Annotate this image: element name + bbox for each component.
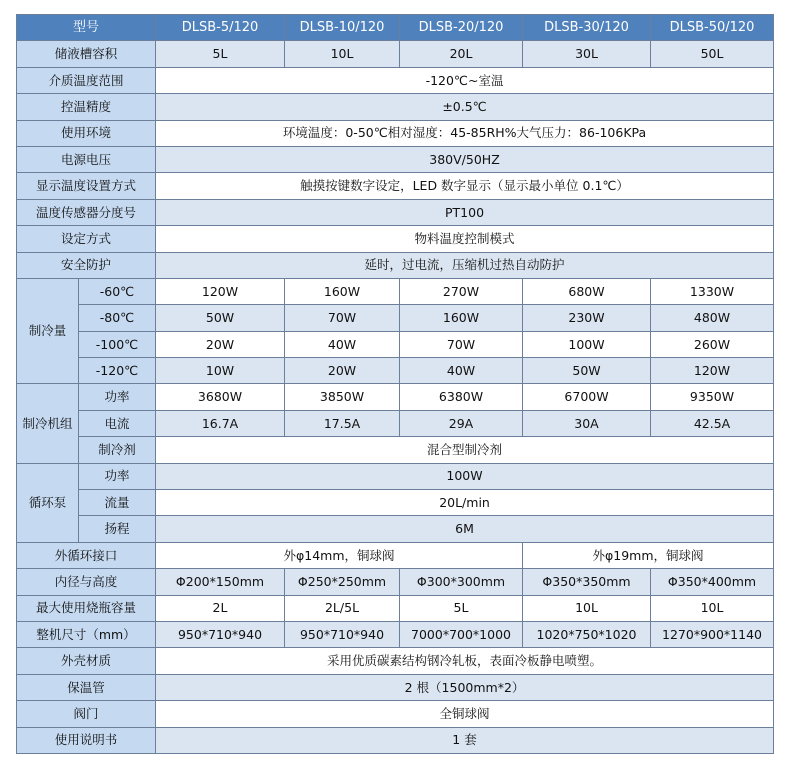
insulation-label: 保温管 — [17, 674, 156, 700]
pump-flow-label: 流量 — [79, 490, 156, 516]
cooling-value: 20W — [156, 331, 285, 357]
pump-head-value: 6M — [156, 516, 774, 542]
size-value: 7000*700*1000 — [400, 621, 523, 647]
pump-head-label: 扬程 — [79, 516, 156, 542]
safety-row — [17, 252, 774, 278]
pump-flow-value: 20L/min — [156, 490, 774, 516]
valve-value: 全铜球阀 — [156, 701, 774, 727]
tank-value: 30L — [523, 41, 651, 67]
cooling-value: 160W — [285, 278, 400, 304]
pump-power-row — [17, 463, 774, 489]
cooling-temp: -80℃ — [79, 305, 156, 331]
flask-label: 最大使用烧瓶容量 — [17, 595, 156, 621]
model-name: DLSB-20/120 — [400, 15, 523, 41]
shell-label: 外壳材质 — [17, 648, 156, 674]
tank-row — [17, 41, 774, 67]
display-value: 触摸按键数字设定，LED 数字显示（显示最小单位 0.1℃） — [156, 173, 774, 199]
manual-label: 使用说明书 — [17, 727, 156, 753]
unit-current-row — [17, 410, 774, 436]
cooling-row — [17, 305, 774, 331]
unit-power-value: 6380W — [400, 384, 523, 410]
size-value: 950*710*940 — [156, 621, 285, 647]
temp-range-value: -120℃~室温 — [156, 67, 774, 93]
interface-value-small: 外φ14mm，铜球阀 — [156, 542, 523, 568]
cooling-value: 270W — [400, 278, 523, 304]
unit-power-value: 3850W — [285, 384, 400, 410]
cooling-value: 120W — [651, 358, 774, 384]
cooling-value: 480W — [651, 305, 774, 331]
header-label: 型号 — [17, 15, 156, 41]
dimension-value: Φ300*300mm — [400, 569, 523, 595]
spec-table — [16, 14, 774, 754]
cooling-value: 10W — [156, 358, 285, 384]
model-name: DLSB-10/120 — [285, 15, 400, 41]
unit-current-value: 42.5A — [651, 410, 774, 436]
pump-label: 循环泵 — [17, 463, 79, 542]
power-supply-label: 电源电压 — [17, 146, 156, 172]
unit-current-value: 29A — [400, 410, 523, 436]
pump-head-row — [17, 516, 774, 542]
safety-value: 延时，过电流，压缩机过热自动防护 — [156, 252, 774, 278]
tank-value: 5L — [156, 41, 285, 67]
cooling-value: 230W — [523, 305, 651, 331]
temp-range-row — [17, 67, 774, 93]
precision-row — [17, 94, 774, 120]
insulation-row — [17, 674, 774, 700]
shell-value: 采用优质碳素结构钢冷轧板，表面冷板静电喷塑。 — [156, 648, 774, 674]
manual-row — [17, 727, 774, 753]
pump-power-label: 功率 — [79, 463, 156, 489]
dimension-value: Φ350*350mm — [523, 569, 651, 595]
cooling-value: 680W — [523, 278, 651, 304]
precision-value: ±0.5℃ — [156, 94, 774, 120]
size-value: 1020*750*1020 — [523, 621, 651, 647]
manual-value: 1 套 — [156, 727, 774, 753]
size-label: 整机尺寸（mm） — [17, 621, 156, 647]
size-row — [17, 621, 774, 647]
cooling-temp: -100℃ — [79, 331, 156, 357]
safety-label: 安全防护 — [17, 252, 156, 278]
tank-value: 20L — [400, 41, 523, 67]
cooling-value: 120W — [156, 278, 285, 304]
cooling-value: 50W — [156, 305, 285, 331]
unit-refrigerant-row — [17, 437, 774, 463]
interface-label: 外循环接口 — [17, 542, 156, 568]
dimension-value: Φ350*400mm — [651, 569, 774, 595]
cooling-row — [17, 358, 774, 384]
environment-row — [17, 120, 774, 146]
interface-value-large: 外φ19mm，铜球阀 — [523, 542, 774, 568]
flask-row — [17, 595, 774, 621]
cooling-value: 1330W — [651, 278, 774, 304]
cooling-temp: -120℃ — [79, 358, 156, 384]
environment-label: 使用环境 — [17, 120, 156, 146]
cooling-value: 20W — [285, 358, 400, 384]
temp-range-label: 介质温度范围 — [17, 67, 156, 93]
interface-row — [17, 542, 774, 568]
dimension-row — [17, 569, 774, 595]
flask-value: 2L — [156, 595, 285, 621]
dimension-label: 内径与高度 — [17, 569, 156, 595]
power-supply-row — [17, 146, 774, 172]
header-row — [17, 15, 774, 41]
display-label: 显示温度设置方式 — [17, 173, 156, 199]
cooling-row — [17, 278, 774, 304]
tank-value: 50L — [651, 41, 774, 67]
cooling-value: 100W — [523, 331, 651, 357]
unit-current-value: 17.5A — [285, 410, 400, 436]
tank-label: 储液槽容积 — [17, 41, 156, 67]
size-value: 950*710*940 — [285, 621, 400, 647]
cooling-row — [17, 331, 774, 357]
refrigerant-value: 混合型制冷剂 — [156, 437, 774, 463]
display-row — [17, 173, 774, 199]
setting-value: 物料温度控制模式 — [156, 226, 774, 252]
model-name: DLSB-30/120 — [523, 15, 651, 41]
tank-value: 10L — [285, 41, 400, 67]
sensor-label: 温度传感器分度号 — [17, 199, 156, 225]
dimension-value: Φ200*150mm — [156, 569, 285, 595]
unit-current-label: 电流 — [79, 410, 156, 436]
model-name: DLSB-50/120 — [651, 15, 774, 41]
cooling-value: 50W — [523, 358, 651, 384]
refrigerant-label: 制冷剂 — [79, 437, 156, 463]
sensor-row — [17, 199, 774, 225]
unit-power-value: 9350W — [651, 384, 774, 410]
cooling-value: 40W — [285, 331, 400, 357]
cooling-value: 160W — [400, 305, 523, 331]
cooling-value: 260W — [651, 331, 774, 357]
pump-power-value: 100W — [156, 463, 774, 489]
pump-flow-row — [17, 490, 774, 516]
flask-value: 5L — [400, 595, 523, 621]
model-name: DLSB-5/120 — [156, 15, 285, 41]
setting-label: 设定方式 — [17, 226, 156, 252]
power-supply-value: 380V/50HZ — [156, 146, 774, 172]
size-value: 1270*900*1140 — [651, 621, 774, 647]
unit-current-value: 16.7A — [156, 410, 285, 436]
cooling-temp: -60℃ — [79, 278, 156, 304]
insulation-value: 2 根（1500mm*2） — [156, 674, 774, 700]
flask-value: 2L/5L — [285, 595, 400, 621]
unit-current-value: 30A — [523, 410, 651, 436]
valve-label: 阀门 — [17, 701, 156, 727]
flask-value: 10L — [523, 595, 651, 621]
shell-row — [17, 648, 774, 674]
cooling-value: 70W — [285, 305, 400, 331]
unit-power-label: 功率 — [79, 384, 156, 410]
unit-power-value: 3680W — [156, 384, 285, 410]
unit-power-row — [17, 384, 774, 410]
setting-row — [17, 226, 774, 252]
valve-row — [17, 701, 774, 727]
dimension-value: Φ250*250mm — [285, 569, 400, 595]
environment-value: 环境温度：0-50℃相对湿度：45-85RH%大气压力：86-106KPa — [156, 120, 774, 146]
cooling-value: 70W — [400, 331, 523, 357]
unit-label: 制冷机组 — [17, 384, 79, 463]
unit-power-value: 6700W — [523, 384, 651, 410]
precision-label: 控温精度 — [17, 94, 156, 120]
cooling-label: 制冷量 — [17, 278, 79, 384]
cooling-value: 40W — [400, 358, 523, 384]
flask-value: 10L — [651, 595, 774, 621]
sensor-value: PT100 — [156, 199, 774, 225]
